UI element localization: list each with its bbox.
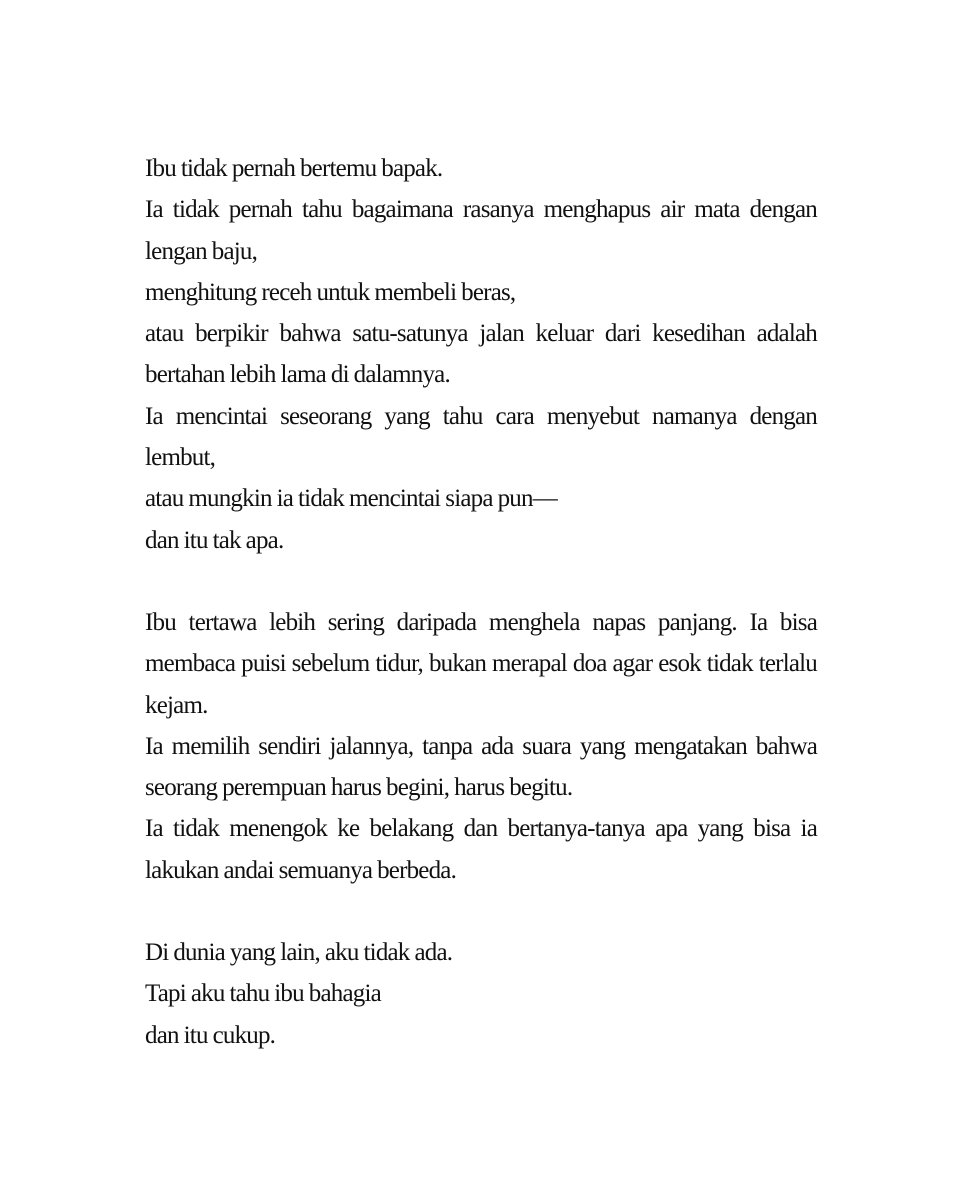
stanza-1 bbox=[145, 148, 817, 561]
poem-line: Ibu tidak pernah bertemu bapak. bbox=[145, 155, 443, 182]
poem-line: menghitung receh untuk membeli beras, bbox=[145, 278, 516, 306]
stanza-3 bbox=[145, 932, 817, 1056]
poem-line: atau berpikir bahwa satu-satunya jalan keluar dari kesedihan adalah bertahan lebih lama di dalamnya. bbox=[145, 320, 817, 389]
poem-line: Di dunia yang lain, aku tidak ada. bbox=[145, 939, 453, 967]
poem-line: Ia tidak pernah tahu bagaimana rasanya menghapus air mata dengan lengan baju, bbox=[145, 196, 817, 265]
poem-line: Ia mencintai seseorang yang tahu cara menyebut namanya dengan lembut, bbox=[145, 402, 817, 472]
poem-line: atau mungkin ia tidak mencintai siapa pun— bbox=[145, 485, 557, 513]
poem-line: Ia memilih sendiri jalannya, tanpa ada suara yang mengatakan bahwa seorang perempuan harus begini, harus begitu. bbox=[145, 732, 817, 802]
poem-line: dan itu tak apa. bbox=[145, 526, 284, 554]
poem-line: Tapi aku tahu ibu bahagia bbox=[145, 980, 381, 1008]
poem-line: Ibu tertawa lebih sering daripada menghela napas panjang. Ia bisa membaca puisi sebelum tidur, bukan merapal doa agar esok tidak terlalu kejam. bbox=[145, 608, 817, 719]
poem-line: dan itu cukup. bbox=[145, 1021, 276, 1049]
stanza-2 bbox=[145, 602, 817, 891]
poem-line: Ia tidak menengok ke belakang dan bertanya-tanya apa yang bisa ia lakukan andai semuanya berbeda. bbox=[145, 815, 817, 884]
poem-page bbox=[145, 148, 817, 1056]
